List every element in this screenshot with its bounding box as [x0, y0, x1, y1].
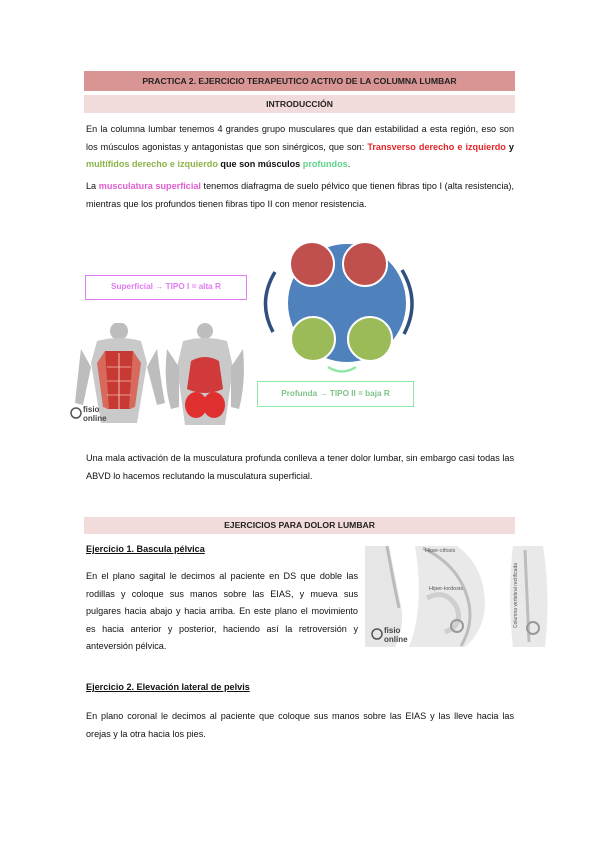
- exercise-1-title: Ejercicio 1. Bascula pélvica: [86, 544, 205, 554]
- spine-figure-3: [510, 546, 548, 647]
- profundos-highlight: profundos: [302, 159, 348, 169]
- exercise-1-text: En el plano sagital le decimos al paciente en DS que doble las rodillas y coloque sus manos sobre las EIAS, y mueva sus pulgares hacia abajo y hacia arriba. En este plano el movimiento es hacia anterior y posterior, haciendo así la retroversión y anteversión pélvica.: [86, 571, 358, 651]
- intro-paragraph-1: [86, 121, 514, 174]
- intro-paragraph-2: [86, 178, 514, 213]
- document-title: PRACTICA 2. EJERCICIO TERAPEUTICO ACTIVO DE LA COLUMNA LUMBAR: [84, 71, 515, 91]
- profunda-type-label: Profunda → TIPO II = baja R: [257, 381, 414, 407]
- transverso-left-circle: [290, 242, 334, 286]
- intro-text: tenemos diafragma de suelo pélvico que tienen fibras tipo I (alta resistencia), mientras que los profundos tienen fibras tipo II con menor resistencia.: [86, 181, 514, 209]
- rectificada-label: Columna vertebral rectificada: [513, 562, 519, 628]
- muscle-groups-diagram: [255, 240, 425, 380]
- svg-text:online: online: [384, 635, 408, 644]
- intro-heading: INTRODUCCIÓN: [84, 95, 515, 113]
- multifido-left-circle: [291, 317, 335, 361]
- transverso-highlight: Transverso derecho e izquierdo: [367, 141, 506, 152]
- hiperlordosis-label: Hiper-lordosis: [429, 586, 463, 592]
- superficial-highlight: musculatura superficial: [98, 181, 201, 191]
- activation-paragraph: Una mala activación de la musculatura profunda conlleva a tener dolor lumbar, sin embargo casi todas las ABVD lo hacemos reclutando la musculatura superficial.: [86, 453, 514, 481]
- superficial-type-label: Superficial → TIPO I = alta R: [85, 275, 247, 300]
- exercise-2-text: En plano coronal le decimos al paciente que coloque sus manos sobre las EIAS y las lleve hacia las orejas y la otra hacia los pies.: [86, 711, 514, 739]
- hipercifosis-label: Hiper-cifosis: [425, 548, 456, 554]
- svg-text:online: online: [83, 414, 107, 423]
- multifido-right-circle: [348, 317, 392, 361]
- left-bracket: [265, 272, 275, 332]
- bottom-bracket: [328, 367, 356, 372]
- svg-text:fisio: fisio: [384, 626, 401, 635]
- spine-posture-image: [365, 546, 555, 647]
- period: .: [347, 159, 351, 169]
- intro-text: La: [86, 181, 99, 191]
- exercises-heading: EJERCICIOS PARA DOLOR LUMBAR: [84, 517, 515, 534]
- conjunction: y: [505, 141, 514, 152]
- transverso-right-circle: [343, 242, 387, 286]
- intro-text-bold: que son músculos: [217, 159, 303, 169]
- svg-text:fisio: fisio: [83, 405, 100, 414]
- exercise-2-title: Ejercicio 2. Elevación lateral de pelvis: [86, 682, 250, 692]
- intro-text: En la columna lumbar tenemos 4 grandes grupo musculares que dan estabilidad a esta región, eso son los músculos agonistas y antagonistas que son sinérgicos, que son:: [86, 124, 514, 152]
- muscle-anatomy-image: [67, 323, 246, 425]
- multifidos-highlight: multífidos derecho e izquierdo: [86, 159, 218, 169]
